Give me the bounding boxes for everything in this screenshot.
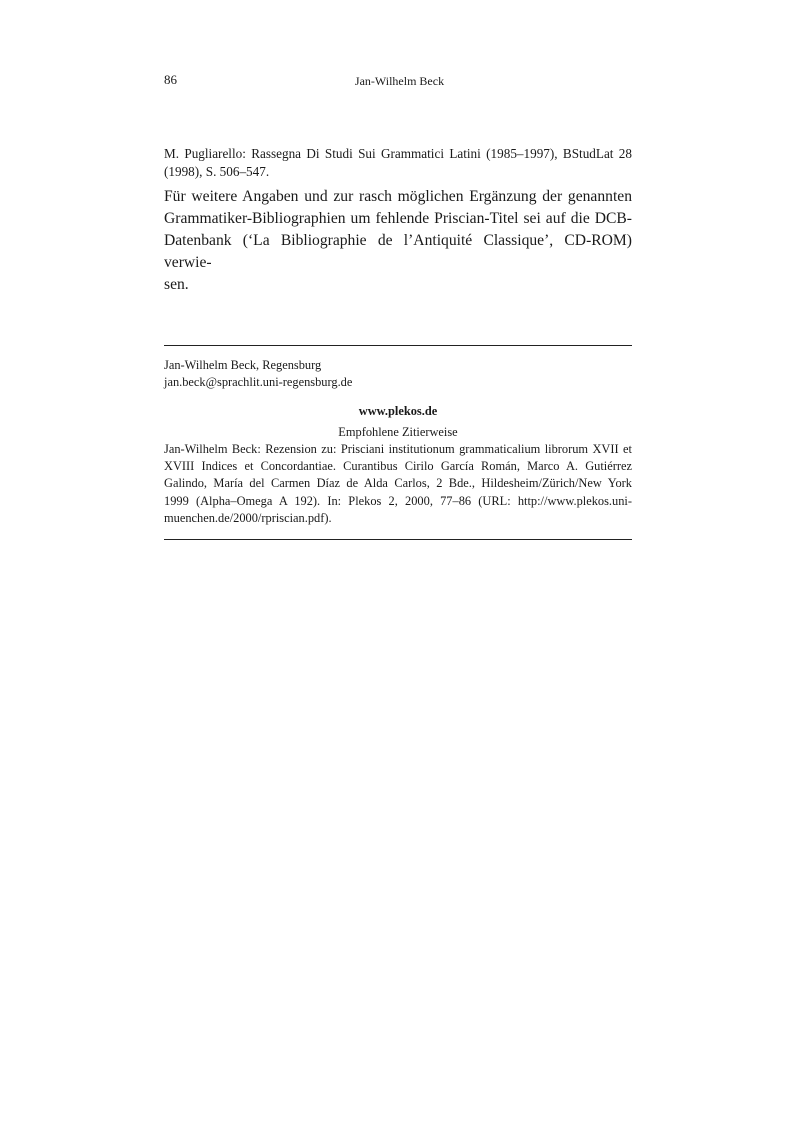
body-paragraph <box>164 186 632 296</box>
citation-line: Jan-Wilhelm Beck: Rezension zu: Prisciani institutionum grammaticalium librorum XVII et <box>164 442 632 456</box>
author-email[interactable]: jan.beck@sprachlit.uni-regensburg.de <box>164 375 353 389</box>
top-divider <box>164 345 632 346</box>
bibliography-line: M. Pugliarello: Rassegna Di Studi Sui Grammatici Latini (1985–1997), BStudLat 28 <box>164 146 632 161</box>
running-head: Jan-Wilhelm Beck <box>354 74 445 88</box>
citation-heading: Empfohlene Zitierweise <box>338 425 458 439</box>
page-number: 86 <box>164 72 177 87</box>
bibliography-line: (1998), S. 506–547. <box>164 164 270 179</box>
author-name-place: Jan-Wilhelm Beck, Regensburg <box>164 358 322 372</box>
citation-text <box>164 441 632 527</box>
website-link[interactable]: www.plekos.de <box>358 404 438 418</box>
citation-line: muenchen.de/2000/rpriscian.pdf). <box>164 510 332 525</box>
paragraph-line: Datenbank (‘La Bibliographie de l’Antiquité Classique’, CD-ROM) verwie- <box>164 232 632 271</box>
citation-line: XVIII Indices et Concordantiae. Curantibus Cirilo García Román, Marco A. Gutiérrez <box>164 459 632 474</box>
paragraph-line: Grammatiker-Bibliographien um fehlende Priscian-Titel sei auf die DCB- <box>164 210 632 227</box>
author-block <box>164 357 632 391</box>
bottom-divider <box>164 539 632 540</box>
citation-line: Galindo, María del Carmen Díaz de Alda Carlos, 2 Bde., Hildesheim/Zürich/New York <box>164 476 632 491</box>
paragraph-line: Für weitere Angaben und zur rasch möglichen Ergänzung der genannten <box>164 188 632 205</box>
bibliography-entry <box>164 145 632 181</box>
paragraph-line: sen. <box>164 276 189 293</box>
citation-line: 1999 (Alpha–Omega A 192). In: Plekos 2, 2000, 77–86 (URL: http://www.plekos.uni- <box>164 493 632 508</box>
